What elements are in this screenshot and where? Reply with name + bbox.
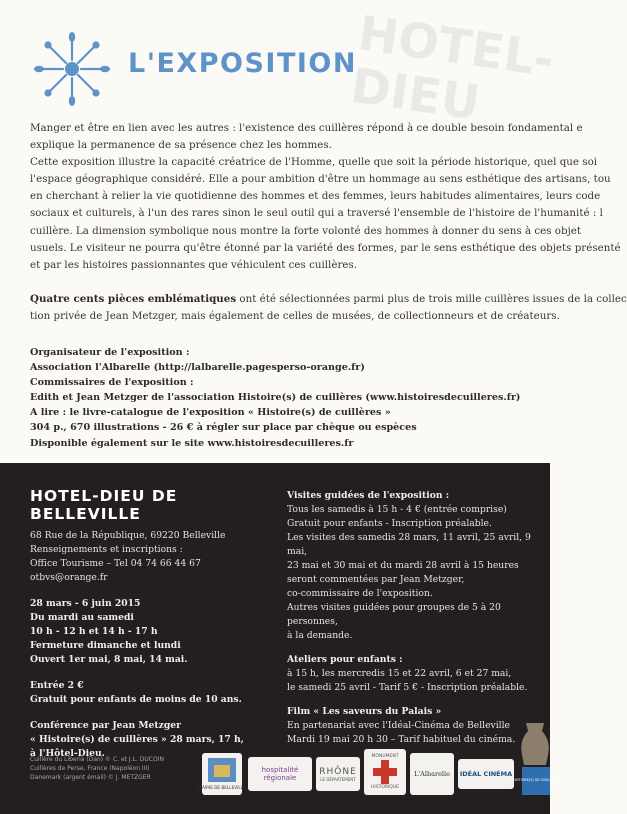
venue-address: 68 Rue de la République, 69220 Belleville — [30, 530, 226, 541]
ideal-cinema-logo — [458, 759, 514, 789]
photo-credit-line: Cuillère du Liberia (Dan) © C. et J.L. DUCOIN — [30, 756, 164, 763]
intro-line: sociaux et culturels, à l'un des rares sinon le seul outil qui a traversé l'ensemble de l'histoire de l'humanité : l — [30, 207, 603, 220]
guided-line: Gratuit pour enfants - Inscription préalable. — [287, 518, 492, 529]
credit-line: Disponible également sur le site www.histoiresdecuilleres.fr — [30, 437, 354, 449]
mairie-logo — [198, 753, 246, 795]
price-entry: Entrée 2 € — [30, 680, 84, 691]
page-title: L'EXPOSITION — [128, 48, 357, 79]
albarelle-logo — [410, 753, 454, 795]
intro-line: usuels. Le visiteur ne pourra qu'être étonné par la variété des formes, par le sens esthétique des objets présenté — [30, 241, 621, 254]
dates-open: Ouvert 1er mai, 8 mai, 14 mai. — [30, 654, 188, 665]
intro-line: cuillère. La dimension symbolique nous montre la forte volonté des hommes à donner du sens à ces objet — [30, 224, 582, 237]
credits-block — [30, 345, 550, 451]
film-line: En partenariat avec l'Idéal-Cinéma de Belleville — [287, 720, 510, 731]
vase-icon — [512, 721, 560, 797]
info-label: Renseignements et inscriptions : — [30, 544, 183, 555]
venue-contact: Office Tourisme – Tel 04 74 66 44 67 otbvs@orange.fr — [30, 558, 201, 583]
monument-sublabel: HISTORIQUE — [371, 785, 399, 790]
venue-name: HOTEL-DIEU DE BELLEVILLE — [30, 487, 178, 523]
guided-line: 23 mai et 30 mai et du mardi 28 avril à 15 heures — [287, 560, 519, 571]
conference-title: Conférence par Jean Metzger — [30, 720, 181, 731]
watermark-text: HOTEL-DIEU — [347, 5, 558, 132]
hospitalier-label: hospitalité régionale — [261, 766, 299, 782]
rhone-label: RHÔNE — [319, 766, 357, 777]
rhone-sublabel: LE DÉPARTEMENT — [320, 776, 356, 782]
credit-line: Commissaires de l'exposition : — [30, 377, 194, 389]
guided-line: seront commentées par Jean Metzger, — [287, 574, 465, 585]
price-free: Gratuit pour enfants de moins de 10 ans. — [30, 694, 242, 705]
intro-line: explique la permanence de sa présence chez les hommes. — [30, 139, 332, 152]
rhone-logo — [316, 757, 360, 791]
guided-title: Visites guidées de l'exposition : — [287, 490, 450, 501]
dates-hours: 10 h - 12 h et 14 h - 17 h — [30, 626, 158, 637]
guided-line: à la demande. — [287, 630, 353, 641]
guided-line: Tous les samedis à 15 h - 4 € (entrée comprise) — [287, 504, 507, 515]
spoons-logo-icon — [30, 30, 114, 108]
intro-text — [30, 120, 627, 325]
workshops-line: à 15 h, les mercredis 15 et 22 avril, 6 et 27 mai, — [287, 668, 512, 679]
film-title: Film « Les saveurs du Palais » — [287, 706, 442, 717]
intro-text-rest: ont été sélectionnées parmi plus de trois mille cuillères issues de la collec — [236, 292, 627, 305]
conference-place: à l'Hôtel-Dieu. — [30, 748, 105, 759]
hospitalier-logo — [248, 757, 312, 791]
photo-credits — [30, 755, 230, 782]
guided-line: co-commissaire de l'exposition. — [287, 588, 433, 599]
intro-line: Cette exposition illustre la capacité créatrice de l'Homme, quelle que soit la période historique, quel que soi — [30, 156, 598, 169]
guided-line: Les visites des samedis 28 mars, 11 avril, 25 avril, 9 mai, — [287, 532, 531, 557]
monument-label: MONUMENT — [371, 754, 399, 759]
info-section — [0, 463, 560, 814]
dates-closed: Fermeture dimanche et lundi — [30, 640, 181, 651]
workshops-line: le samedi 25 avril - Tarif 5 € - Inscription préalable. — [287, 682, 528, 693]
albarelle-label: L'Albarelle — [414, 770, 450, 778]
mairie-logo-icon — [198, 755, 246, 793]
photo-credit-line: Cuillères de Perse, France (Napoléon III) — [30, 765, 150, 772]
credit-line: A lire : le livre-catalogue de l'exposition « Histoire(s) de cuillères » — [30, 407, 391, 419]
monument-historique-logo — [364, 749, 406, 795]
highlight-text: Quatre cents pièces emblématiques — [30, 292, 237, 305]
intro-line: Manger et être en lien avec les autres : l'existence des cuillères répond à ce double besoin fondamental e — [30, 122, 583, 134]
guided-line: Autres visites guidées pour groupes de 5 à 20 personnes, — [287, 602, 501, 627]
intro-line: tion privée de Jean Metzger, mais également de celles de musées, de collectionneurs et de créateurs. — [30, 309, 560, 322]
credit-line: 304 p., 670 illustrations - 26 € à régler sur place par chèque ou espèces — [30, 422, 417, 434]
mairie-label: MAIRIE DE BELLEVILLE — [198, 785, 246, 790]
film-line: Mardi 19 mai 20 h 30 – Tarif habituel du cinéma. — [287, 734, 516, 745]
credit-line: Organisateur de l'exposition : — [30, 347, 190, 358]
workshops-title: Ateliers pour enfants : — [287, 654, 403, 665]
partner-logos — [198, 749, 560, 799]
dates-range: 28 mars - 6 juin 2015 — [30, 598, 141, 609]
intro-line — [30, 291, 627, 308]
conference-detail: « Histoire(s) de cuillères » 28 mars, 17 h, — [30, 734, 244, 745]
credit-line: Association l'Albarelle (http://lalbarelle.pagesperso-orange.fr) — [30, 362, 365, 374]
intro-line: l'espace géographique considéré. Elle a pour ambition d'être un hommage au sens esthétique des artisans, tou — [30, 173, 611, 186]
ideal-label: IDÉAL CINÉMA — [459, 770, 513, 778]
cross-icon — [372, 759, 398, 785]
dates-days: Du mardi au samedi — [30, 612, 134, 623]
intro-line: et par les histoires passionnantes que véhiculent ces cuillères. — [30, 258, 358, 271]
right-column — [287, 489, 549, 747]
credit-line: Edith et Jean Metzger de l'association Histoire(s) de cuillères (www.histoiresdecuilleres.fr) — [30, 392, 521, 404]
intro-line: en cherchant à relier la vie quotidienne des hommes et des femmes, leurs habitudes alimentaires, leurs code — [30, 190, 601, 203]
left-column — [30, 487, 280, 761]
photo-credit-line: Danemark (argent émail) © J. METZGER — [30, 774, 151, 781]
histoires-label: HISTOIRE(S) DE CUILLÈRES — [512, 778, 560, 782]
